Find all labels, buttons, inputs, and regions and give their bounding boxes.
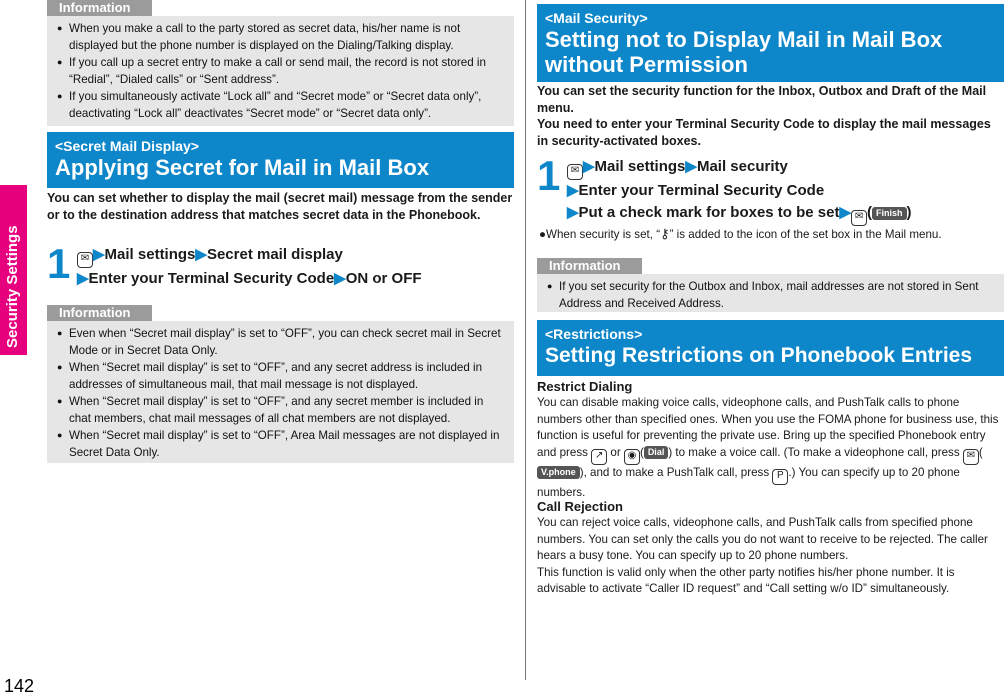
paragraph-heading: Call Rejection (537, 499, 623, 514)
info-box (47, 16, 514, 126)
step-text: Put a check mark for boxes to be set (578, 204, 840, 221)
info-item: ● If you set security for the Outbox and Inbox, mail addresses are not stored in Sent Address and Received Address. (547, 278, 996, 312)
restrict-dialing (537, 378, 1004, 501)
section-subtitle: <Restrictions> (545, 326, 643, 342)
step-text: Secret mail display (206, 246, 343, 263)
mail-key-icon: ✉ (567, 164, 583, 180)
paragraph-heading: Restrict Dialing (537, 379, 633, 394)
step-text: Enter your Terminal Security Code (88, 270, 335, 287)
call-rejection (537, 498, 1004, 598)
key-icon: ⚷ (660, 226, 670, 241)
step-text: Enter your Terminal Security Code (578, 182, 825, 199)
center-key-icon: ◉ (624, 449, 640, 465)
info-item: ● When “Secret mail display” is set to “OFF”, and any secret member is included in chat members, chat mail messages of all chat members are not displayed. (57, 393, 506, 427)
side-tab (0, 0, 27, 697)
section-intro (537, 83, 1004, 149)
section-title: Setting not to Display Mail in Mail Box without Permission (545, 27, 943, 77)
info-item: ● When “Secret mail display” is set to “OFF”, and any secret address is included in addresses of simultaneous mail, that mail message is not displayed. (57, 359, 506, 393)
paragraph: You can reject voice calls, videophone calls, and PushTalk calls from specified phone numbers. You can set only the calls you do not want to receive to be rejected. The caller hears a busy tone. You can specify up to 20 phone numbers. (537, 516, 988, 563)
arrow-icon: ▶ (77, 270, 89, 287)
arrow-icon: ▶ (567, 204, 579, 221)
info-item: ● When you make a call to the party stored as secret data, his/her name is not displayed but the phone number is displayed on the Dialing/Talking display. (57, 20, 506, 54)
column-divider (525, 0, 526, 680)
section-header (537, 320, 1004, 376)
info-box (537, 274, 1004, 312)
arrow-icon: ▶ (567, 182, 579, 199)
info-tag: Information (47, 305, 152, 321)
step-text: Mail security (696, 158, 788, 175)
vphone-softkey: V.phone (537, 466, 580, 479)
section-header (537, 4, 1004, 82)
arrow-icon: ▶ (583, 158, 595, 175)
arrow-icon: ▶ (93, 246, 105, 263)
arrow-icon: ▶ (685, 158, 697, 175)
info-item: ● If you call up a secret entry to make a call or send mail, the record is not stored in “Redial”, “Dialed calls” or “Sent address”. (57, 54, 506, 88)
finish-softkey: Finish (872, 207, 907, 220)
arrow-icon: ▶ (195, 246, 207, 263)
step-text: Mail settings (594, 158, 686, 175)
step-number: 1 (537, 152, 561, 199)
section-title: Setting Restrictions on Phonebook Entries (545, 344, 973, 367)
info-tag: Information (47, 0, 152, 16)
side-tab-label: Security Settings (4, 225, 21, 348)
info-item: ● When “Secret mail display” is set to “OFF”, Area Mail messages are not displayed in Secret Data Only. (57, 427, 506, 461)
section-title: Applying Secret for Mail in Mail Box (55, 155, 430, 180)
step-note: ●When security is set, “⚷” is added to the icon of the set box in the Mail menu. (539, 226, 942, 241)
info-box (47, 321, 514, 463)
step-text: ON or OFF (345, 270, 422, 287)
step-number: 1 (47, 240, 71, 287)
arrow-icon: ▶ (839, 204, 852, 221)
send-key-icon: ↗ (591, 449, 607, 465)
mail-key-icon: ✉ (77, 252, 93, 268)
info-item: ● If you simultaneously activate “Lock all” and “Secret mode” or “Secret data only”, deactivating “Lock all” deactivates “Secret mode” or “Secret data only”. (57, 88, 506, 122)
section-header (47, 132, 514, 188)
info-tag: Information (537, 258, 642, 274)
section-subtitle: <Secret Mail Display> (55, 138, 199, 154)
mail-key-icon: ✉ (963, 449, 979, 465)
paragraph: This function is valid only when the other party notifies his/her phone number. It is advisable to activate “Caller ID request” and “Call setting w/o ID” simultaneously. (537, 565, 955, 596)
arrow-icon: ▶ (334, 270, 346, 287)
paragraph: You can disable making voice calls, videophone calls, and PushTalk calls to phone numbers other than specified ones. When you use the FOMA phone for business use, this function is useful for preventing the private use. Bring up the specified Phonebook entry and press ↗ or ◉ ( Dial ) to make a voice call. (To make a videophone call, press ✉ (V.phone ), and to make a PushTalk call, press P .) You can specify up to 20 phone numbers. (537, 396, 999, 499)
section-intro: You can set whether to display the mail (secret mail) message from the sender or to the destination address that matches secret data in the Phonebook. (47, 191, 513, 222)
section-subtitle: <Mail Security> (545, 10, 648, 26)
pushtalk-key-icon: P (772, 469, 788, 485)
intro-paragraph: You can set the security function for the Inbox, Outbox and Draft of the Mail menu. (537, 84, 987, 115)
dial-softkey: Dial (644, 446, 669, 459)
step-text: Mail settings (104, 246, 196, 263)
bullet-icon: ● (539, 228, 547, 241)
info-item: ● Even when “Secret mail display” is set to “OFF”, you can check secret mail in Secret Mode or in Secret Data Only. (57, 325, 506, 359)
page-number: 142 (4, 676, 35, 696)
intro-paragraph: You need to enter your Terminal Security Code to display the mail messages in security-activated boxes. (537, 117, 991, 148)
mail-key-icon: ✉ (851, 210, 867, 226)
